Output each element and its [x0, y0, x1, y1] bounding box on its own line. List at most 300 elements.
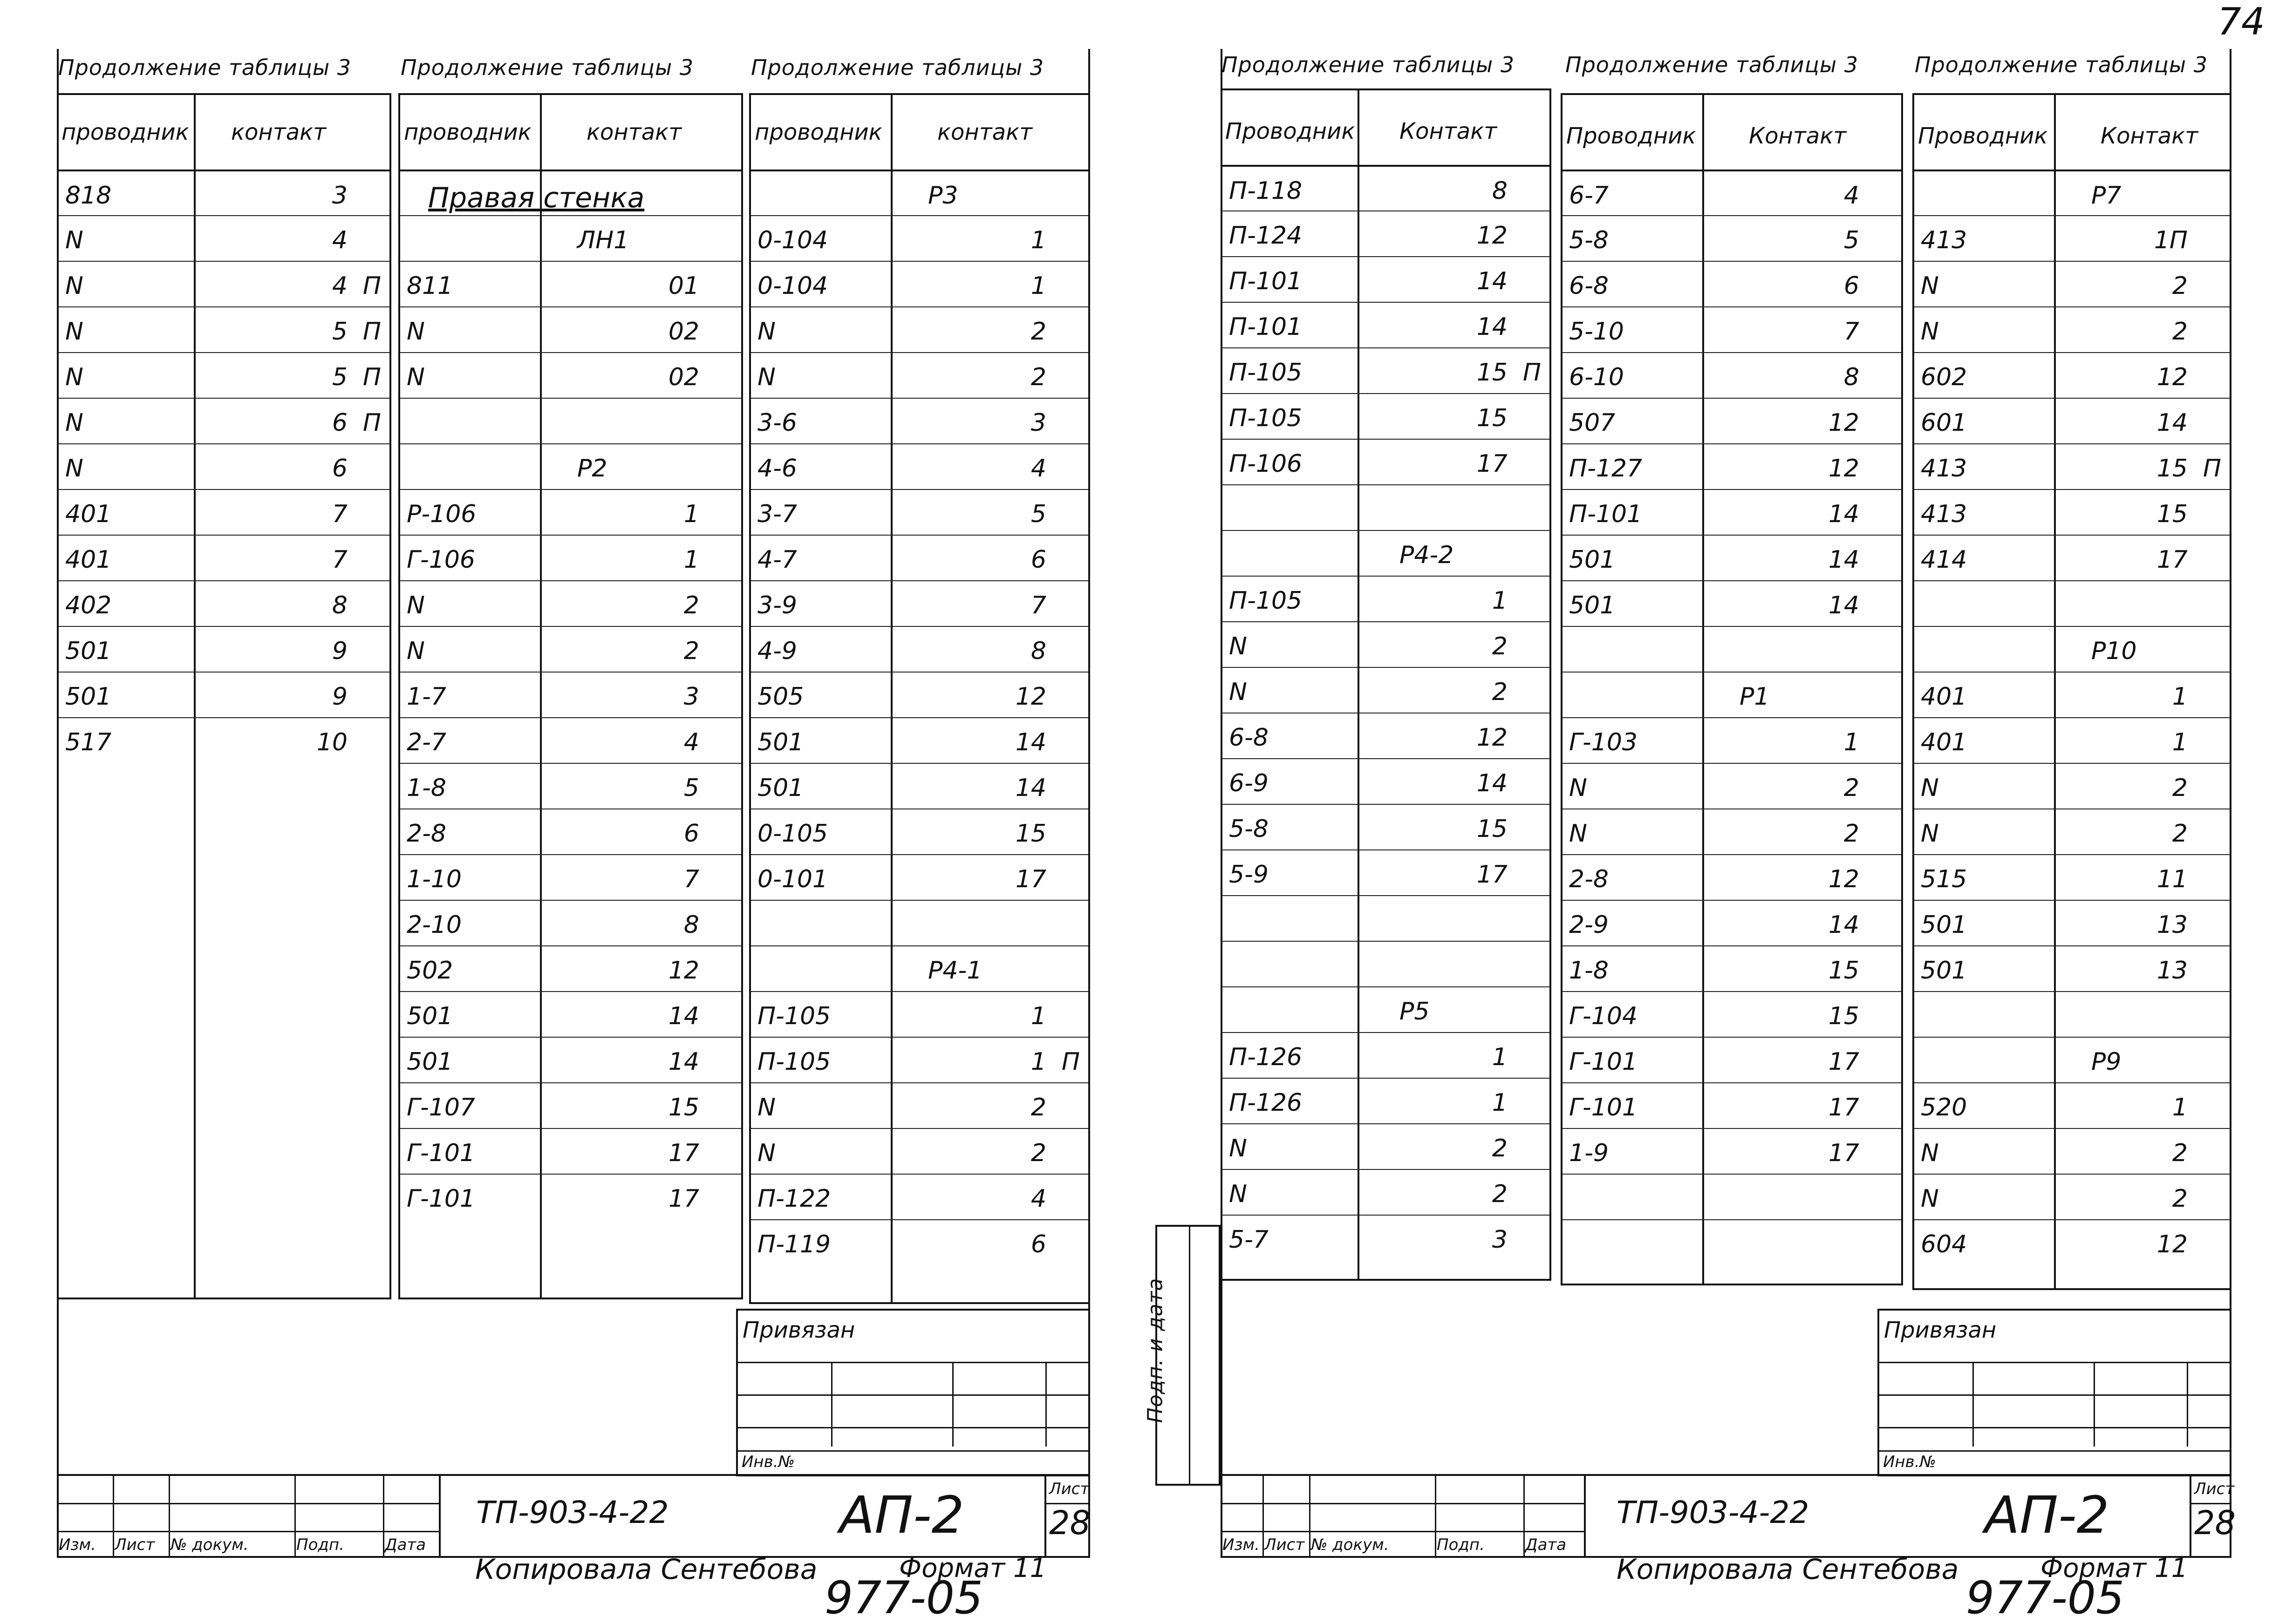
table-row: [751, 626, 1088, 672]
contact-cell: 5: [332, 318, 348, 346]
table-caption: Продолжение таблицы 3: [751, 55, 1044, 80]
conductor-cell: 501: [1921, 957, 1967, 985]
table-row: [1914, 763, 2230, 809]
contact-cell: 3: [332, 182, 348, 210]
table-row: [1562, 991, 1901, 1037]
table-row: [1914, 352, 2230, 398]
contact-cell: 1: [1030, 1002, 1046, 1030]
conductor-cell: Г-106: [407, 546, 475, 574]
conductor-cell: 6-10: [1569, 363, 1624, 391]
table-row: [59, 535, 389, 580]
bound-label: Привязан: [1884, 1317, 1997, 1343]
conductor-cell: 1-9: [1569, 1139, 1609, 1167]
contact-mark: П: [1522, 359, 1541, 387]
contact-cell: 6: [1030, 546, 1046, 574]
table-row: [1222, 1169, 1549, 1215]
table-row: [751, 672, 1088, 717]
conductor-cell: 6-8: [1569, 272, 1609, 300]
table-row: [59, 443, 389, 489]
stamp-col: Лист: [115, 1536, 155, 1554]
bound-block: [1877, 1309, 2231, 1476]
table-row: [400, 352, 741, 398]
contact-cell: 12: [2156, 363, 2188, 391]
conductor-cell: П-105: [1229, 359, 1303, 387]
table-row: [751, 1037, 1088, 1082]
contact-cell: 5: [332, 363, 348, 391]
contact-cell: 15: [1476, 359, 1508, 387]
copied-by: Копировала Сентебова: [475, 1553, 818, 1586]
table-row: [1562, 626, 1901, 672]
table-row: [400, 626, 741, 672]
table-row: [1222, 484, 1549, 530]
col-header-contact: контакт: [231, 119, 327, 145]
table-row: [751, 1219, 1088, 1265]
contact-cell: 10: [316, 728, 348, 756]
table-row: [59, 352, 389, 398]
contact-cell: 2: [1030, 1139, 1046, 1167]
contact-cell: 1: [683, 500, 699, 528]
sheet-label: Лист: [1049, 1480, 1090, 1498]
contact-cell: 7: [1030, 591, 1046, 619]
table-row: [400, 991, 741, 1037]
table-row: [1222, 347, 1549, 393]
contact-cell: 7: [1843, 318, 1859, 346]
conductor-cell: 515: [1921, 865, 1967, 893]
table-row: [400, 900, 741, 945]
table-caption: Продолжение таблицы 3: [58, 55, 352, 80]
contact-cell: 12: [1476, 724, 1508, 752]
conductor-cell: N: [1229, 678, 1247, 706]
conductor-cell: 501: [757, 774, 804, 802]
table-row: [1562, 809, 1901, 854]
col-header-contact: Контакт: [1749, 123, 1847, 149]
contact-cell: 8: [332, 591, 348, 619]
contact-mark: П: [2203, 455, 2221, 482]
contact-cell: 8: [1492, 177, 1508, 205]
stamp-col: № докум.: [1311, 1536, 1389, 1554]
contact-cell: 12: [2156, 1230, 2188, 1258]
conductor-cell: 0-104: [757, 272, 828, 300]
table-row: [59, 398, 389, 443]
table-row: [1222, 576, 1549, 621]
conductor-cell: Г-101: [1569, 1048, 1637, 1076]
relay-group-label: Р4-2: [1399, 541, 1454, 569]
contact-cell: 15: [1015, 820, 1046, 848]
conductor-cell: П-105: [757, 1048, 831, 1076]
table-row: [1914, 489, 2230, 535]
stamp-col: Изм.: [1222, 1536, 1260, 1554]
table-row: [400, 261, 741, 306]
table-row: [1222, 165, 1549, 211]
right-table-3: [1912, 93, 2231, 1290]
stamp-col: Подп.: [1437, 1536, 1485, 1554]
contact-cell: 11: [2156, 865, 2188, 893]
conductor-cell: 1-10: [407, 865, 462, 893]
contact-cell: 12: [1828, 409, 1859, 437]
bound-block: [736, 1309, 1090, 1476]
table-row: [1914, 443, 2230, 489]
contact-cell: 2: [1492, 678, 1508, 706]
contact-cell: 02: [668, 363, 699, 391]
conductor-cell: 501: [407, 1002, 453, 1030]
copied-by: Копировала Сентебова: [1617, 1553, 1959, 1586]
conductor-cell: 5-9: [1229, 861, 1269, 889]
contact-cell: 3: [1030, 409, 1046, 437]
stamp-col: Изм.: [59, 1536, 96, 1554]
contact-cell: 15: [1828, 957, 1859, 985]
right-table-2: [1561, 93, 1903, 1285]
table-row: [1562, 215, 1901, 261]
contact-cell: 4: [1030, 1185, 1046, 1213]
conductor-cell: 2-9: [1569, 911, 1609, 939]
table-row: [1914, 261, 2230, 306]
conductor-cell: N: [1229, 1135, 1247, 1162]
relay-group-label: Р7: [2091, 182, 2122, 210]
table-row: [751, 809, 1088, 854]
table-row: [1914, 1219, 2230, 1265]
table-row: [1914, 672, 2230, 717]
table-row: [1222, 804, 1549, 849]
contact-cell: 2: [2172, 820, 2188, 848]
conductor-cell: N: [1921, 820, 1939, 848]
table-row: [751, 1082, 1088, 1128]
contact-cell: 14: [1015, 774, 1046, 802]
contact-cell: 2: [2172, 1185, 2188, 1213]
table-row: [751, 991, 1088, 1037]
contact-mark: П: [362, 409, 381, 437]
right-table-1: [1221, 88, 1551, 1281]
contact-cell: 17: [1015, 865, 1046, 893]
conductor-cell: 3-7: [757, 500, 797, 528]
conductor-cell: N: [1569, 820, 1587, 848]
conductor-cell: N: [407, 637, 425, 665]
contact-cell: 12: [1015, 683, 1046, 711]
conductor-cell: 0-105: [757, 820, 828, 848]
conductor-cell: N: [1569, 774, 1587, 802]
table-row: [1562, 1128, 1901, 1174]
conductor-cell: 601: [1921, 409, 1967, 437]
stamp-col: Лист: [1264, 1536, 1305, 1554]
table-caption: Продолжение таблицы 3: [1915, 52, 2208, 77]
contact-cell: 1: [1030, 1048, 1046, 1076]
contact-cell: 17: [1828, 1048, 1859, 1076]
conductor-cell: N: [1229, 1180, 1247, 1208]
contact-cell: 6: [332, 455, 348, 482]
contact-cell: 4: [332, 226, 348, 254]
table-row: [1222, 849, 1549, 895]
col-header-contact: Контакт: [2101, 123, 2198, 149]
table-row: [751, 717, 1088, 763]
contact-cell: 02: [668, 318, 699, 346]
conductor-cell: 811: [407, 272, 453, 300]
table-row: [400, 1037, 741, 1082]
table-row: [1914, 717, 2230, 763]
contact-cell: 1: [1492, 587, 1508, 615]
conductor-cell: Г-101: [1569, 1094, 1637, 1121]
contact-cell: 1: [1030, 272, 1046, 300]
table-row: [1914, 580, 2230, 626]
contact-cell: 2: [1843, 774, 1859, 802]
table-row: [751, 215, 1088, 261]
relay-group-label: Р10: [2091, 637, 2137, 665]
conductor-cell: 507: [1569, 409, 1616, 437]
conductor-cell: 5-10: [1569, 318, 1624, 346]
conductor-cell: N: [1921, 318, 1939, 346]
conductor-cell: 4-9: [757, 637, 797, 665]
conductor-cell: 5-8: [1229, 815, 1269, 843]
contact-cell: 2: [1492, 1135, 1508, 1162]
table-row: [59, 489, 389, 535]
contact-cell: 1: [1492, 1089, 1508, 1117]
table-row: [59, 717, 389, 763]
contact-cell: 15: [1476, 404, 1508, 432]
contact-cell: 14: [1476, 313, 1508, 341]
table-row: [1914, 1082, 2230, 1128]
inventory-label: Инв.№: [1883, 1453, 1936, 1471]
contact-cell: 2: [2172, 318, 2188, 346]
table-row: [1562, 535, 1901, 580]
contact-cell: 2: [1030, 363, 1046, 391]
conductor-cell: 414: [1921, 546, 1967, 574]
table-row: [400, 1082, 741, 1128]
table-row: [751, 900, 1088, 945]
contact-cell: 14: [2156, 409, 2188, 437]
contact-cell: 15: [2156, 455, 2188, 482]
contact-mark: П: [362, 363, 381, 391]
table-row: [1222, 621, 1549, 667]
contact-cell: 17: [1476, 450, 1508, 478]
side-stamp-label: Подп. и дата: [1143, 1277, 1167, 1423]
conductor-cell: 402: [65, 591, 112, 619]
relay-group-label: ЛН1: [577, 226, 629, 254]
format-label: Формат 11: [899, 1553, 1047, 1583]
conductor-cell: 1-8: [1569, 957, 1609, 985]
contact-cell: 15: [2156, 500, 2188, 528]
sheet-number: 28: [2194, 1504, 2236, 1542]
table-row: [751, 489, 1088, 535]
contact-cell: 17: [2156, 546, 2188, 574]
conductor-cell: Г-101: [407, 1185, 475, 1213]
table-row: [400, 763, 741, 809]
table-row: [1914, 809, 2230, 854]
table-row: [1562, 854, 1901, 900]
contact-cell: 9: [332, 683, 348, 711]
conductor-cell: П-106: [1229, 450, 1303, 478]
conductor-cell: N: [407, 318, 425, 346]
contact-cell: 12: [1828, 455, 1859, 482]
table-row: [59, 580, 389, 626]
table-row: [1562, 398, 1901, 443]
table-row: [751, 352, 1088, 398]
contact-cell: 3: [683, 683, 699, 711]
left-table-3: [749, 93, 1090, 1304]
conductor-cell: N: [1921, 1185, 1939, 1213]
conductor-cell: N: [65, 318, 83, 346]
table-row: [1914, 626, 2230, 672]
contact-cell: 2: [1843, 820, 1859, 848]
table-row: [1222, 895, 1549, 941]
table-row: [1914, 945, 2230, 991]
title-block: [57, 1474, 1090, 1558]
left-table-1: [57, 93, 391, 1299]
conductor-cell: 501: [757, 728, 804, 756]
section-title: Правая стенка: [428, 182, 645, 214]
table-row: [1562, 261, 1901, 306]
relay-group-label: Р3: [928, 182, 958, 210]
contact-cell: 14: [1476, 267, 1508, 295]
contact-cell: 2: [1492, 1180, 1508, 1208]
table-row: [1222, 439, 1549, 484]
conductor-cell: 1-8: [407, 774, 446, 802]
conductor-cell: 501: [65, 637, 112, 665]
table-row: [1562, 672, 1901, 717]
contact-cell: 6: [1030, 1230, 1046, 1258]
contact-mark: П: [1061, 1048, 1080, 1076]
contact-cell: 4: [332, 272, 348, 300]
conductor-cell: 3-6: [757, 409, 797, 437]
conductor-cell: 413: [1921, 455, 1967, 482]
table-row: [400, 809, 741, 854]
table-row: [751, 945, 1088, 991]
table-row: [1222, 758, 1549, 804]
table-row: [1222, 530, 1549, 576]
conductor-cell: П-105: [1229, 404, 1303, 432]
table-row: [1914, 170, 2230, 215]
conductor-cell: N: [1921, 1139, 1939, 1167]
contact-cell: 13: [2156, 911, 2188, 939]
table-row: [751, 1128, 1088, 1174]
conductor-cell: 6-7: [1569, 182, 1609, 210]
conductor-cell: 0-101: [757, 865, 828, 893]
table-row: [1222, 667, 1549, 713]
table-row: [400, 535, 741, 580]
table-row: [400, 306, 741, 352]
table-caption: Продолжение таблицы 3: [1565, 52, 1859, 77]
table-row: [400, 215, 741, 261]
contact-cell: 13: [2156, 957, 2188, 985]
contact-cell: 7: [683, 865, 699, 893]
table-row: [59, 170, 389, 215]
table-row: [1914, 900, 2230, 945]
contact-cell: 2: [1030, 318, 1046, 346]
table-row: [751, 306, 1088, 352]
conductor-cell: П-119: [757, 1230, 831, 1258]
conductor-cell: 5-7: [1229, 1226, 1269, 1254]
contact-cell: 5: [1030, 500, 1046, 528]
conductor-cell: N: [65, 226, 83, 254]
contact-cell: 14: [1828, 500, 1859, 528]
contact-cell: 14: [1828, 546, 1859, 574]
table-row: [1914, 854, 2230, 900]
conductor-cell: П-101: [1569, 500, 1643, 528]
conductor-cell: N: [407, 363, 425, 391]
conductor-cell: Г-107: [407, 1094, 475, 1121]
table-row: [1222, 1215, 1549, 1260]
table-row: [1562, 763, 1901, 809]
table-row: [59, 306, 389, 352]
contact-cell: 1П: [2154, 226, 2188, 254]
conductor-cell: 501: [1569, 591, 1616, 619]
contact-cell: 14: [668, 1002, 699, 1030]
contact-cell: 17: [1476, 861, 1508, 889]
contact-cell: 14: [1476, 769, 1508, 797]
contact-cell: 3: [1492, 1226, 1508, 1254]
left-table-2: [398, 93, 743, 1299]
table-row: [1222, 302, 1549, 347]
conductor-cell: N: [1921, 774, 1939, 802]
contact-cell: 2: [1030, 1094, 1046, 1121]
col-header-conductor: Проводник: [1566, 123, 1696, 149]
title-block: [1221, 1474, 2236, 1558]
contact-cell: 4: [1843, 182, 1859, 210]
table-caption: Продолжение таблицы 3: [401, 55, 694, 80]
conductor-cell: N: [757, 1094, 776, 1121]
table-row: [751, 1174, 1088, 1219]
conductor-cell: 602: [1921, 363, 1967, 391]
table-row: [751, 170, 1088, 215]
table-row: [1222, 1078, 1549, 1123]
table-row: [400, 398, 741, 443]
table-row: [59, 672, 389, 717]
conductor-cell: 818: [65, 182, 112, 210]
contact-cell: 12: [1476, 222, 1508, 250]
contact-cell: 6: [332, 409, 348, 437]
table-row: [1222, 713, 1549, 758]
conductor-cell: 3-9: [757, 591, 797, 619]
table-caption: Продолжение таблицы 3: [1221, 52, 1515, 77]
serial-number: 977-05: [825, 1572, 983, 1624]
side-stamp: [1143, 1225, 1221, 1486]
sheet-code: АП-2: [839, 1485, 964, 1545]
contact-cell: 2: [683, 637, 699, 665]
conductor-cell: 401: [1921, 683, 1967, 711]
contact-cell: 17: [668, 1185, 699, 1213]
table-row: [400, 672, 741, 717]
conductor-cell: 520: [1921, 1094, 1967, 1121]
contact-cell: 8: [1843, 363, 1859, 391]
contact-cell: 6: [683, 820, 699, 848]
conductor-cell: 6-8: [1229, 724, 1269, 752]
contact-mark: П: [362, 272, 381, 300]
contact-cell: 15: [668, 1094, 699, 1121]
col-header-contact: контакт: [937, 119, 1033, 145]
conductor-cell: 6-9: [1229, 769, 1269, 797]
conductor-cell: Г-103: [1569, 728, 1637, 756]
doc-code: ТП-903-4-22: [1617, 1495, 1809, 1530]
contact-cell: 1: [683, 546, 699, 574]
contact-cell: 1: [1492, 1043, 1508, 1071]
table-row: [1562, 352, 1901, 398]
sheet-code: АП-2: [1985, 1485, 2109, 1545]
table-row: [1914, 535, 2230, 580]
table-row: [1562, 1037, 1901, 1082]
conductor-cell: 2-7: [407, 728, 446, 756]
contact-cell: 2: [2172, 272, 2188, 300]
conductor-cell: П-105: [757, 1002, 831, 1030]
table-row: [1562, 580, 1901, 626]
conductor-cell: N: [65, 363, 83, 391]
conductor-cell: Г-104: [1569, 1002, 1637, 1030]
table-row: [400, 717, 741, 763]
contact-cell: 14: [1828, 911, 1859, 939]
relay-group-label: Р5: [1399, 998, 1430, 1026]
relay-group-label: Р9: [2091, 1048, 2122, 1076]
contact-cell: 1: [2172, 683, 2188, 711]
conductor-cell: N: [757, 1139, 776, 1167]
conductor-cell: П-126: [1229, 1089, 1303, 1117]
contact-cell: 17: [1828, 1139, 1859, 1167]
conductor-cell: 502: [407, 957, 453, 985]
